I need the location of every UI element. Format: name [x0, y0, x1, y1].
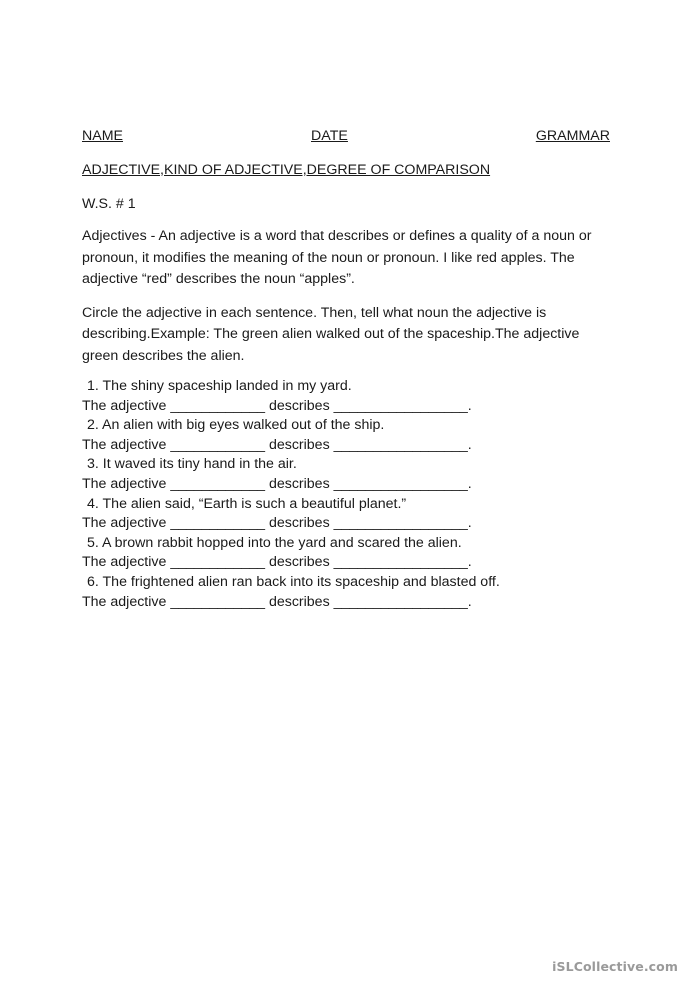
answer-line-4: The adjective ____________ describes _________________.	[82, 515, 472, 532]
exercise-list	[82, 377, 610, 612]
answer-line-1: The adjective ____________ describes _________________.	[82, 397, 472, 414]
header-line	[82, 126, 610, 146]
date-label: DATE	[311, 128, 348, 144]
subject-label: GRAMMAR	[535, 128, 610, 144]
question-5: 5. A brown rabbit hopped into the yard and scared the alien.	[87, 534, 462, 551]
answer-line-3: The adjective ____________ describes _________________.	[82, 475, 472, 492]
instructions-paragraph: Circle the adjective in each sentence. Then, tell what noun the adjective is describing.Example: The green alien walked out of the spaceship.The adjective green describes the alien.	[82, 304, 580, 364]
worksheet-page	[82, 126, 610, 612]
topic-title: ADJECTIVE,KIND OF ADJECTIVE,DEGREE OF COMPARISON	[82, 162, 491, 178]
answer-line-2: The adjective ____________ describes _________________.	[82, 436, 472, 453]
question-3: 3. It waved its tiny hand in the air.	[87, 456, 297, 473]
question-2: 2. An alien with big eyes walked out of the ship.	[87, 417, 385, 434]
question-4: 4. The alien said, “Earth is such a beautiful planet.”	[87, 495, 407, 512]
name-label: NAME	[82, 128, 123, 144]
worksheet-number: W.S. # 1	[82, 196, 136, 212]
question-6: 6. The frightened alien ran back into its spaceship and blasted off.	[87, 573, 500, 590]
watermark-logo: iSLCollective.com	[552, 959, 678, 974]
question-1: 1. The shiny spaceship landed in my yard.	[87, 378, 352, 394]
answer-line-6: The adjective ____________ describes _________________.	[82, 593, 472, 610]
answer-line-5: The adjective ____________ describes _________________.	[82, 554, 472, 571]
definition-paragraph: Adjectives - An adjective is a word that describes or defines a quality of a noun or pronoun, it modifies the meaning of the noun or pronoun. I like red apples. The adjective “red” describes the noun “apples”.	[82, 228, 592, 287]
